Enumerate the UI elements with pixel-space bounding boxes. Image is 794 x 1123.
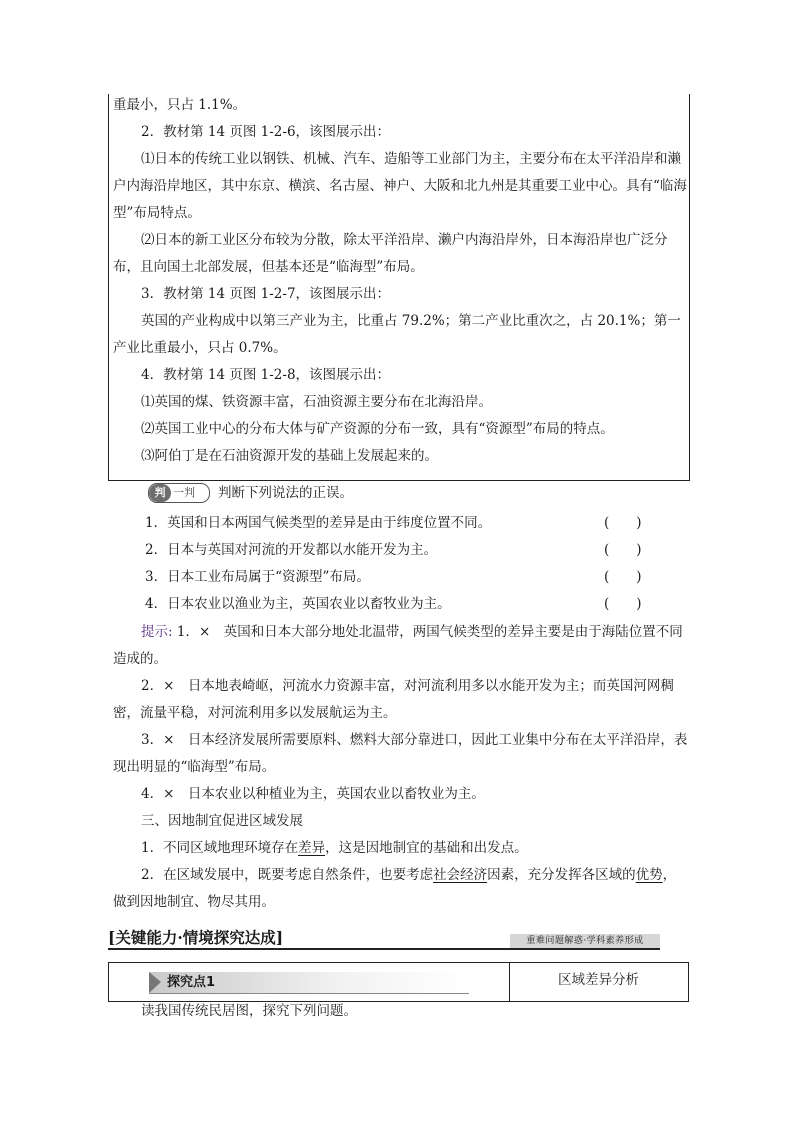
judge-intro: 判断下列说法的正误。 [218, 485, 353, 501]
key-ability-heading: [关键能力·情境探究达成] [108, 928, 284, 947]
hint-answer-4: 4．× 日本农业以种植业为主，英国农业以畜牧业为主。 [141, 786, 485, 802]
fill-blank-advantage: 优势 [635, 867, 663, 883]
hint-answer-3: 3．× 日本经济发展所需要原料、燃料大部分靠进口，因此工业集中分布在太平洋沿岸，表现出明显的“临海型”布局。 [113, 732, 688, 775]
box-paragraph-4b: ⑵英国工业中心的分布大体与矿产资源的分布一致，具有“资源型”布局的特点。 [141, 421, 614, 437]
judge-tag-icon [148, 483, 210, 503]
answer-blank-2: ( ) [604, 542, 642, 558]
box-line-continued: 重最小，只占 1.1%。 [113, 97, 247, 113]
explore-point-box [108, 962, 689, 1002]
box-paragraph-3: 英国的产业构成中以第三产业为主，比重占 79.2%；第二产业比重次之，占 20.1%；第一产业比重最小，只占 0.7%。 [113, 313, 681, 356]
judge-tag-text: 一判 [173, 486, 195, 499]
section-3-title: 三、因地制宜促进区域发展 [141, 813, 303, 829]
box-paragraph-4a: ⑴英国的煤、铁资源丰富，石油资源主要分布在北海沿岸。 [141, 394, 492, 410]
box-paragraph-2a: ⑴日本的传统工业以钢铁、机械、汽车、造船等工业部门为主，主要分布在太平洋沿岸和濑户内海沿岸地区，其中东京、横滨、名古屋、神户、大阪和北九州是其重要工业中心。具有“临海型”布局特点。 [113, 151, 687, 221]
hint-answer-2: 2．× 日本地表崎岖，河流水力资源丰富，对河流利用多以水能开发为主；而英国河网稠密，流量平稳，对河流利用多以发展航运为主。 [113, 678, 674, 721]
hint-text-1: 1．× 英国和日本大部分地处北温带，两国气候类型的差异主要是由于海陆位置不同造成的。 [113, 624, 683, 667]
judge-question-4: 4．日本农业以渔业为主，英国农业以畜牧业为主。 [145, 596, 451, 612]
answer-blank-4: ( ) [604, 596, 642, 612]
hint-answer-1 [113, 619, 688, 673]
explore-point-label: 探究点1 [167, 975, 216, 990]
hint-label: 提示: [141, 624, 173, 640]
box-paragraph-4c: ⑶阿伯丁是在石油资源开发的基础上发展起来的。 [141, 448, 438, 464]
box-heading-3: 3．教材第 14 页图 1-2-7，该图展示出： [141, 286, 391, 302]
box-heading-4: 4．教材第 14 页图 1-2-8，该图展示出： [141, 367, 391, 383]
box-heading-2: 2．教材第 14 页图 1-2-6，该图展示出： [141, 124, 391, 140]
judge-question-1: 1．英国和日本两国气候类型的差异是由于纬度位置不同。 [145, 515, 492, 531]
explore-point-tag [149, 972, 469, 994]
explore-topic: 区域差异分析 [558, 972, 639, 988]
box-paragraph-2b: ⑵日本的新工业区分布较为分散，除太平洋沿岸、濑户内海沿岸外，日本海沿岸也广泛分布，且向国土北部发展，但基本还是“临海型”布局。 [113, 232, 668, 275]
answer-blank-1: ( ) [604, 515, 642, 531]
heading-rule [108, 948, 660, 950]
judge-question-2: 2．日本与英国对河流的开发都以水能开发为主。 [145, 542, 438, 558]
judge-tag-char: 判 [149, 484, 171, 502]
section-3-item-2: 2．在区域发展中，既要考虑自然条件，也要考虑社会经济因素，充分发挥各区域的优势，做到因地制宜、物尽其用。 [113, 867, 677, 910]
fill-blank-difference: 差异 [298, 840, 326, 856]
answer-blank-3: ( ) [604, 569, 642, 585]
key-ability-badge: 重难问题解惑·学科素养形成 [510, 934, 660, 948]
fill-blank-socioeconomic: 社会经济 [433, 867, 488, 883]
judge-question-3: 3．日本工业布局属于“资源型”布局。 [145, 569, 370, 585]
section-3-item-1: 1．不同区域地理环境存在差异，这是因地制宜的基础和出发点。 [141, 840, 528, 856]
explore-instruction: 读我国传统民居图，探究下列问题。 [141, 1003, 357, 1019]
tag-arrow-icon [149, 972, 161, 993]
